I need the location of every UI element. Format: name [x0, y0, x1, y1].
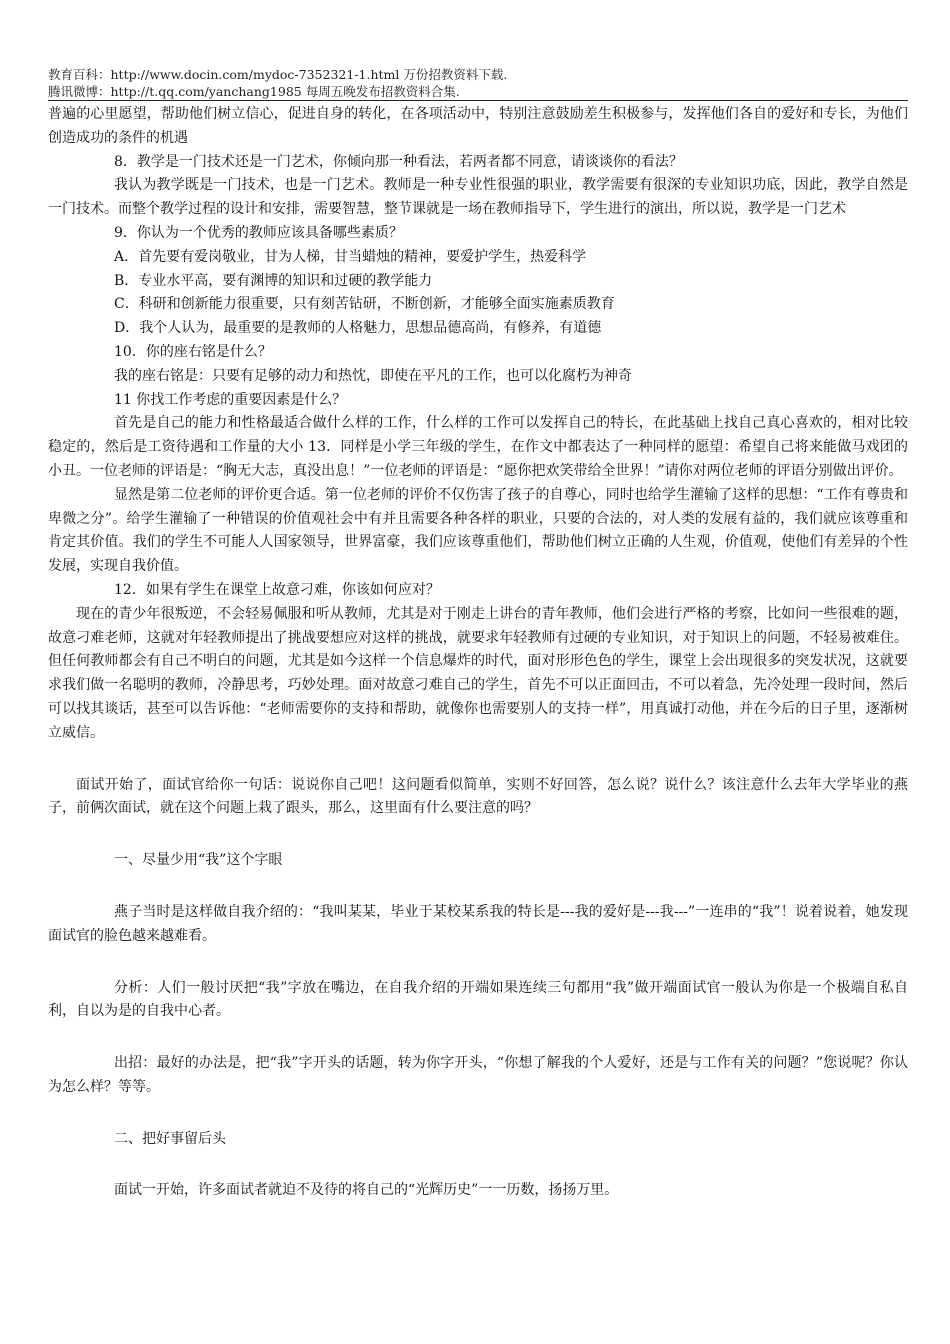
paragraph: 分析：人们一般讨厌把“我”字放在嘴边，在自我介绍的开端如果连续三句都用“我”做开端面试官一般认为你是一个极端自私自利，自以为是的自我中心者。: [48, 979, 908, 1020]
spacer: [48, 746, 908, 774]
question-12: 12．如果有学生在课堂上故意刁难，你该如何应对？: [114, 581, 440, 598]
spacer: [48, 949, 908, 977]
question-8: 8．教学是一门技术还是一门艺术，你倾向那一种看法，若两者都不同意，请谈谈你的看法？: [114, 153, 683, 170]
paragraph: 普遍的心里愿望，帮助他们树立信心，促进自身的转化，在各项活动中，特别注意鼓励差生积极参与，发挥他们各自的爱好和专长，为他们创造成功的条件的机遇: [48, 106, 908, 146]
question-9: 9．你认为一个优秀的教师应该具备哪些素质？: [114, 224, 403, 241]
paragraph: 面试一开始，许多面试者就迫不及待的将自己的“光辉历史”一一历数，扬扬万里。: [114, 1182, 619, 1199]
answer-13: 显然是第二位老师的评价更合适。第一位老师的评价不仅伤害了孩子的自尊心，同时也给学生灌输了这样的思想：“工作有尊贵和卑微之分”。给学生灌输了一种错误的价值观社会中有并且需要各种各样的职业，只要的合法的，对人类的发展有益的，我们就应该尊重和肯定其价值。我们的学生不可能人人国家领导，世界富豪，我们应该尊重他们，帮助他们树立正确的人生观，价值观，使他们有差异的个性发展，实现自我价值。: [48, 486, 908, 575]
answer-11: 首先是自己的能力和性格最适合做什么样的工作，什么样的工作可以发挥自己的特长，在此基础上找自己真心喜欢的，相对比较稳定的，然后是工资待遇和工作量的大小 13．同样是小学三年级的学生，在作文中都表达了一种同样的愿望：希望自己将来能做马戏团的小丑。一位老师的评语是：“胸无大志，真没出息！”一位老师的评语是：“愿你把欢笑带给全世界！”请你对两位老师的评语分别做出评价。: [48, 415, 908, 479]
spacer: [48, 821, 908, 849]
section-heading-1: 一、尽量少用“我”这个字眼: [114, 852, 283, 869]
answer-9-b: B．专业水平高，要有渊博的知识和过硬的教学能力: [114, 272, 433, 289]
answer-10: 我的座右铭是：只要有足够的动力和热忱，即使在平凡的工作，也可以化腐朽为神奇: [114, 367, 632, 384]
header-weibo-link-line[interactable]: 腾讯微博：http://t.qq.com/yanchang1985 每周五晚发布招教资料合集.: [48, 84, 460, 99]
document-body: [48, 103, 908, 1203]
answer-12: 现在的青少年很叛逆，不会轻易佩服和听从教师，尤其是对于刚走上讲台的青年教师，他们会进行严格的考察，比如问一些很难的题，故意刁难老师，这就对年轻教师提出了挑战要想应对这样的挑战，就要求年轻教师有过硬的专业知识，对于知识上的问题，不轻易被难住。但任何教师都会有自己不明白的问题，尤其是如今这样一个信息爆炸的时代，面对形形色色的学生，课堂上会出现很多的突发状况，这就要求我们做一名聪明的教师，冷静思考，巧妙处理。面对故意刁难自己的学生，首先不可以正面回击，不可以着急，先冷处理一段时间，然后可以找其谈话，甚至可以告诉他：“老师需要你的支持和帮助，就像你也需要别人的支持一样”，用真诚打动他，并在今后的日子里，逐渐树立威信。: [48, 605, 908, 741]
section-heading-2: 二、把好事留后头: [114, 1130, 226, 1147]
page-header: [48, 66, 908, 100]
answer-8: 我认为教学既是一门技术，也是一门艺术。教师是一种专业性很强的职业，教学需要有很深的专业知识功底，因此，教学自然是一门技术。而整个教学过程的设计和安排，需要智慧，整节课就是一场在教师指导下，学生进行的演出，所以说，教学是一门艺术: [48, 177, 908, 218]
spacer: [48, 873, 908, 901]
answer-9-c: C．科研和创新能力很重要，只有刻苦钻研，不断创新，才能够全面实施素质教育: [114, 296, 615, 313]
answer-9-d: D．我个人认为，最重要的是教师的人格魅力，思想品德高尚，有修养，有道德: [114, 320, 602, 337]
spacer: [48, 1151, 908, 1179]
answer-9-a: A．首先要有爱岗敬业，甘为人梯，甘当蜡烛的精神，要爱护学生，热爱科学: [114, 248, 587, 265]
header-docin-link-line[interactable]: 教育百科：http://www.docin.com/mydoc-7352321-1.html 万份招教资料下载.: [48, 67, 508, 82]
question-11: 11 你找工作考虑的重要因素是什么？: [114, 391, 347, 408]
paragraph: 出招：最好的办法是，把“我”字开头的话题，转为你字开头，“你想了解我的个人爱好，还是与工作有关的问题？”您说呢？你认为怎么样？等等。: [48, 1055, 908, 1095]
interview-intro: 面试开始了，面试官给你一句话：说说你自己吧！这问题看似简单，实则不好回答，怎么说？说什么？该注意什么去年大学毕业的燕子，前俩次面试，就在这个问题上栽了跟头，那么，这里面有什么要注意的吗？: [48, 776, 908, 817]
spacer: [48, 1100, 908, 1128]
paragraph: 燕子当时是这样做自我介绍的：“我叫某某，毕业于某校某系我的特长是---我的爱好是---我---”一连串的“我”！说着说着，她发现面试官的脸色越来越难看。: [48, 903, 908, 944]
header-divider: [48, 100, 908, 101]
question-10: 10．你的座右铭是什么？: [114, 343, 272, 360]
spacer: [48, 1024, 908, 1052]
